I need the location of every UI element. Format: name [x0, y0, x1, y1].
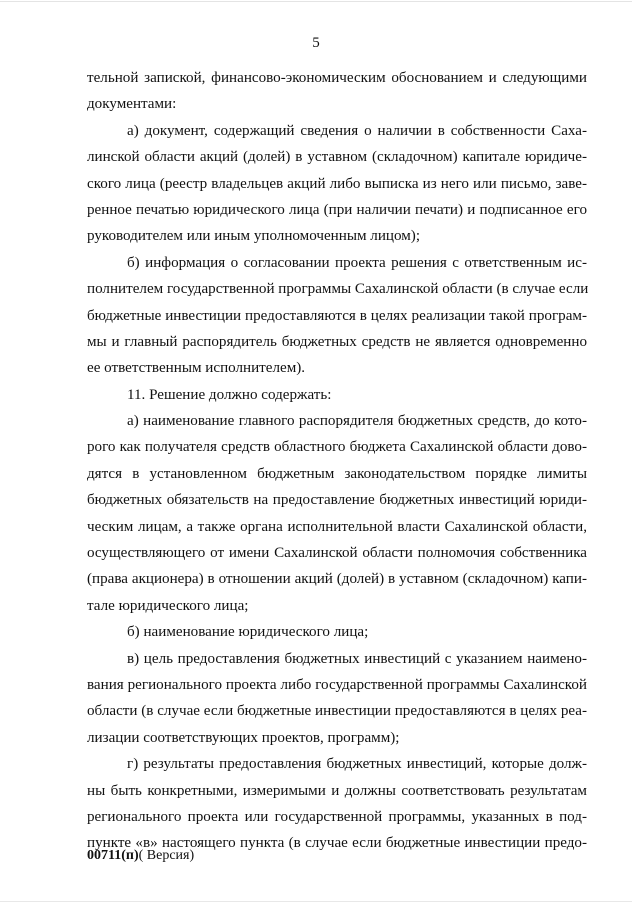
text-line: ее ответственным исполнителем).: [87, 360, 306, 377]
text-line: вания регионального проекта либо государственной программы Сахалинской: [87, 676, 587, 693]
text-line: 11. Решение должно содержать:: [127, 386, 332, 403]
text-line: бюджетные инвестиции предоставляются в целях реализации такой програм-: [87, 307, 587, 324]
text-line: в) цель предоставления бюджетных инвестиций с указанием наимено-: [127, 650, 587, 667]
text-line: б) информация о согласовании проекта решения с ответственным ис-: [127, 254, 587, 271]
text-line: а) документ, содержащий сведения о наличии в собственности Саха-: [127, 122, 587, 139]
text-line: дятся в установленном бюджетным законодательством порядке лимиты: [87, 465, 587, 482]
text-line: ренное печатью юридического лица (при наличии печати) и подписанное его: [87, 201, 587, 218]
text-line: ского лица (реестр владельцев акций либо выписка из него или письмо, заве-: [87, 175, 587, 192]
text-line: документами:: [87, 96, 177, 113]
document-code: 00711(п): [87, 848, 139, 863]
text-line: тале юридического лица;: [87, 597, 249, 614]
text-line: б) наименование юридического лица;: [127, 624, 369, 641]
document-version: ( Версия): [138, 848, 195, 863]
text-line: полнителем государственной программы Сахалинской области (в случае если: [87, 281, 589, 298]
text-line: бюджетных обязательств на предоставление бюджетных инвестиций юриди-: [87, 492, 587, 509]
body-text: [87, 65, 587, 857]
text-line: регионального проекта или государственной программы, указанных в под-: [87, 808, 587, 825]
scan-edge-bottom: [0, 901, 632, 902]
text-line: осуществляющего от имени Сахалинской области полномочия собственника: [87, 545, 587, 562]
text-line: мы и главный распорядитель бюджетных средств не является одновременно: [87, 333, 587, 350]
text-line: линской области акций (долей) в уставном (складочном) капитале юридиче-: [87, 149, 587, 166]
text-line: ческим лицам, а также органа исполнительной власти Сахалинской области,: [87, 518, 587, 535]
document-footer: [87, 848, 194, 864]
text-line: области (в случае если бюджетные инвестиции предоставляются в целях реа-: [87, 703, 587, 720]
text-line: пункте «в» настоящего пункта (в случае если бюджетные инвестиции предо-: [87, 835, 587, 852]
text-line: тельной запиской, финансово-экономическим обоснованием и следующими: [87, 70, 587, 86]
text-line: а) наименование главного распорядителя бюджетных средств, до кото-: [127, 413, 587, 430]
scan-edge-top: [0, 1, 632, 2]
text-line: лизации соответствующих проектов, программ);: [87, 729, 400, 746]
text-line: (права акционера) в отношении акций (долей) в уставном (складочном) капи-: [87, 571, 587, 588]
text-line: рого как получателя средств областного бюджета Сахалинской области дово-: [87, 439, 587, 456]
text-line: ны быть конкретными, измеримыми и должны соответствовать результатам: [87, 782, 587, 799]
text-line: г) результаты предоставления бюджетных инвестиций, которые долж-: [127, 756, 587, 773]
text-line: руководителем или иным уполномоченным лицом);: [87, 228, 421, 245]
page-number: 5: [312, 35, 320, 51]
